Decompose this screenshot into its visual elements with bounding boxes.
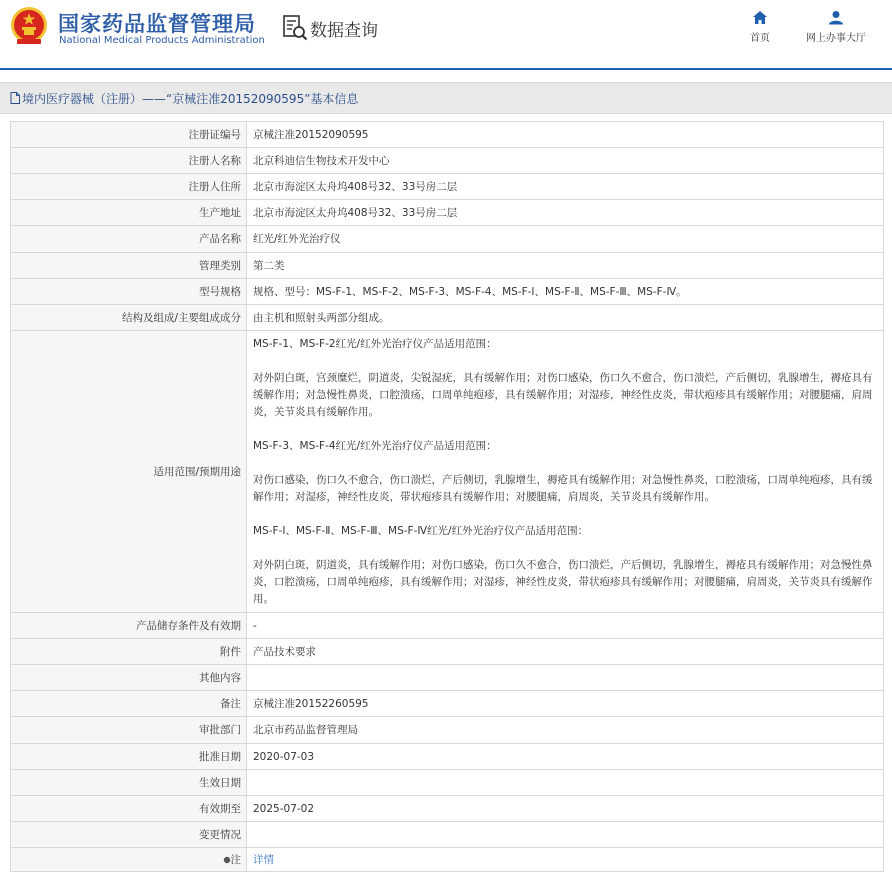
registration-info-table: [10, 121, 884, 872]
field-value: 2025-07-02: [247, 796, 884, 822]
field-value: 北京市海淀区太舟坞408号32、33号房二层: [247, 174, 884, 200]
field-label: 生产地址: [11, 200, 247, 226]
field-value: 2020-07-03: [247, 744, 884, 770]
table-row: [11, 613, 884, 639]
field-label: 适用范围/预期用途: [11, 331, 247, 613]
table-row: [11, 691, 884, 717]
table-row: [11, 174, 884, 200]
field-value: 规格、型号：MS-F-1、MS-F-2、MS-F-3、MS-F-4、MS-F-Ⅰ、MS-F-Ⅱ、MS-F-Ⅲ、MS-F-Ⅳ。: [247, 279, 884, 305]
breadcrumb: [0, 82, 892, 114]
field-label: 结构及组成/主要组成成分: [11, 305, 247, 331]
field-label: 产品名称: [11, 226, 247, 253]
field-value: 产品技术要求: [247, 639, 884, 665]
field-value: [247, 822, 884, 848]
field-label: 有效期至: [11, 796, 247, 822]
scope-paragraph: MS-F-1、MS-F-2红光/红外光治疗仪产品适用范围：: [253, 337, 497, 350]
field-value: 京械注准20152260595: [247, 691, 884, 717]
table-row: [11, 796, 884, 822]
table-row: [11, 279, 884, 305]
bullet-icon: [223, 856, 231, 864]
document-icon: [10, 92, 20, 104]
field-value: 红光/红外光治疗仪: [247, 226, 884, 253]
field-value: [247, 665, 884, 691]
field-label: 生效日期: [11, 770, 247, 796]
search-document-icon: [282, 14, 308, 42]
user-icon: [828, 10, 844, 25]
table-row: [11, 639, 884, 665]
table-row: [11, 770, 884, 796]
data-query-label: 数据查询: [310, 20, 378, 41]
field-value: [247, 770, 884, 796]
field-label: 注册人名称: [11, 148, 247, 174]
table-row: [11, 744, 884, 770]
field-value: -: [247, 613, 884, 639]
site-header: [0, 0, 892, 70]
field-value: 京械注准20152090595: [247, 122, 884, 148]
field-value: 由主机和照射头两部分组成。: [247, 305, 884, 331]
field-label: 附件: [11, 639, 247, 665]
org-name-cn: 国家药品监督管理局: [58, 12, 256, 36]
table-row: [11, 665, 884, 691]
note-label-cell: [11, 848, 247, 872]
field-label: 型号规格: [11, 279, 247, 305]
field-label: 备注: [11, 691, 247, 717]
field-label: 审批部门: [11, 717, 247, 744]
scope-paragraph: MS-F-Ⅰ、MS-F-Ⅱ、MS-F-Ⅲ、MS-F-Ⅳ红光/红外光治疗仪产品适用范围：: [253, 524, 589, 537]
field-value: 北京市海淀区太舟坞408号32、33号房二层: [247, 200, 884, 226]
table-row: [11, 717, 884, 744]
nav-home-label: 首页: [750, 33, 770, 44]
nav-home[interactable]: [742, 10, 778, 44]
scope-paragraph: 对外阴白斑，宫颈糜烂，阴道炎，尖锐湿疣，具有缓解作用；对伤口感染，伤口久不愈合，伤口溃烂，产后侧切，乳腺增生，褥疮具有缓解作用；对急慢性鼻炎，口腔溃疡，口周单纯疱疹，具有缓解作用；对湿疹，神经性皮炎，带状疱疹具有缓解作用；对腰腿痛，肩周炎，关节炎具有缓解作用。: [253, 371, 873, 418]
details-link[interactable]: 详情: [253, 853, 274, 866]
breadcrumb-text: 境内医疗器械（注册）——“京械注准20152090595”基本信息: [22, 91, 359, 106]
org-name-en: National Medical Products Administration: [59, 35, 265, 46]
field-value: 北京市药品监督管理局: [247, 717, 884, 744]
field-label: 产品储存条件及有效期: [11, 613, 247, 639]
nav-online-service-hall[interactable]: [800, 10, 872, 44]
field-label: 其他内容: [11, 665, 247, 691]
table-row: [11, 822, 884, 848]
scope-value: [247, 331, 884, 613]
scope-paragraph: MS-F-3、MS-F-4红光/红外光治疗仪产品适用范围：: [253, 439, 497, 452]
table-row: [11, 305, 884, 331]
field-label: 批准日期: [11, 744, 247, 770]
table-row: [11, 253, 884, 279]
table-row-scope: [11, 331, 884, 613]
note-label: 注: [230, 853, 241, 866]
scope-paragraph: 对伤口感染，伤口久不愈合，伤口溃烂，产后侧切，乳腺增生，褥疮具有缓解作用；对急慢性鼻炎，口腔溃疡，口周单纯疱疹，具有缓解作用；对湿疹，神经性皮炎，带状疱疹具有缓解作用；对腰腿痛，肩周炎，关节炎具有缓解作用。: [253, 473, 873, 503]
home-icon: [752, 10, 768, 25]
field-label: 管理类别: [11, 253, 247, 279]
note-value: [247, 848, 884, 872]
nav-online-service-label: 网上办事大厅: [806, 33, 866, 44]
field-label: 变更情况: [11, 822, 247, 848]
table-row: [11, 148, 884, 174]
table-row: [11, 122, 884, 148]
field-value: 第二类: [247, 253, 884, 279]
table-row: [11, 226, 884, 253]
national-emblem-icon: [10, 6, 48, 46]
table-row: [11, 200, 884, 226]
field-value: 北京科迪信生物技术开发中心: [247, 148, 884, 174]
data-query-title: [282, 14, 378, 42]
field-label: 注册证编号: [11, 122, 247, 148]
scope-paragraph: 对外阴白斑，阴道炎，具有缓解作用；对伤口感染，伤口久不愈合，伤口溃烂，产后侧切，乳腺增生，褥疮具有缓解作用；对急慢性鼻炎，口腔溃疡，口周单纯疱疹，具有缓解作用；对湿疹，神经性皮炎，带状疱疹具有缓解作用；对腰腿痛，肩周炎，关节炎具有缓解作用。: [253, 558, 873, 605]
field-label: 注册人住所: [11, 174, 247, 200]
table-row-note: [11, 848, 884, 872]
